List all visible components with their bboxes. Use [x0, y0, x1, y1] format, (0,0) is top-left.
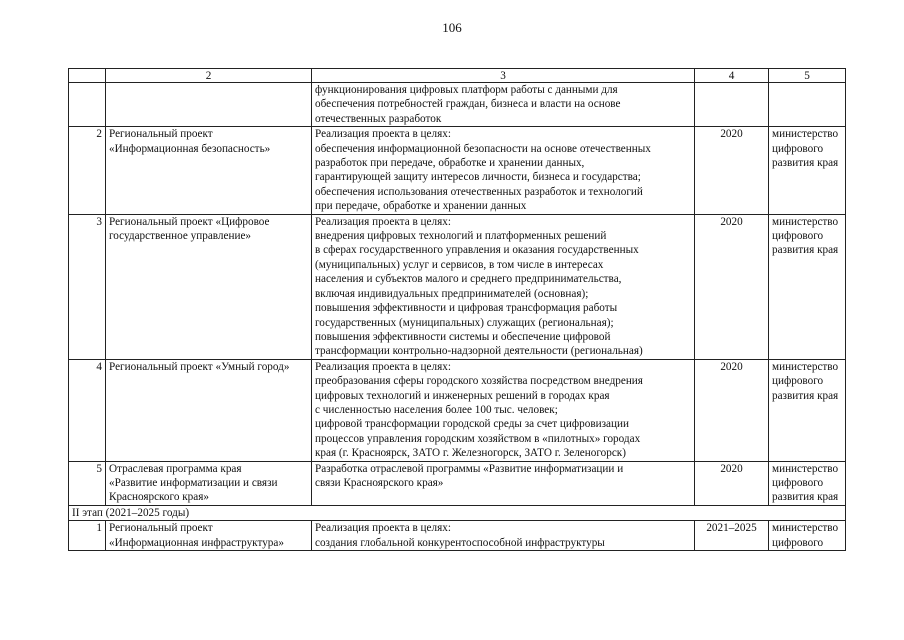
header-cell-1	[69, 69, 106, 83]
project-name-line: Региональный проект	[109, 522, 213, 535]
description-line: внедрения цифровых технологий и платформенных решений	[315, 230, 607, 243]
project-description-cell	[312, 214, 695, 359]
deadline-cell: 2020	[695, 127, 769, 214]
executor-line: развития края	[772, 491, 839, 504]
description-line: разработок при передаче, обработке и хранении данных,	[315, 157, 585, 170]
project-name-cell	[106, 461, 312, 505]
header-cell-5: 5	[769, 69, 846, 83]
row-number-cell: 3	[69, 214, 106, 359]
row-number-cell: 5	[69, 461, 106, 505]
project-name-line: «Развитие информатизации и связи	[109, 476, 278, 489]
description-line: при передаче, обработке и хранении данных	[315, 200, 527, 213]
description-line: отечественных разработок	[315, 112, 442, 125]
executor-line: министерство	[772, 215, 839, 228]
description-line: преобразования сферы городского хозяйства посредством внедрения	[315, 375, 643, 388]
executor-line: министерство	[772, 128, 839, 141]
deadline-cell: 2020	[695, 461, 769, 505]
description-line: в сферах государственного управления и оказания государственных	[315, 244, 639, 257]
header-cell-3: 3	[312, 69, 695, 83]
stage-title: II этап (2021–2025 годы)	[69, 505, 846, 520]
row-number-cell: 4	[69, 359, 106, 461]
executor-line: развития края	[772, 244, 839, 257]
project-name-line: Отраслевая программа края	[109, 462, 242, 475]
project-name-cell	[106, 214, 312, 359]
executor-cell	[769, 214, 846, 359]
description-line: Реализация проекта в целях:	[315, 215, 451, 228]
executor-line: министерство	[772, 360, 839, 373]
table-row	[69, 521, 846, 551]
deadline-cell: 2021–2025	[695, 521, 769, 551]
description-line: цифровой трансформации городской среды за счет цифровизации	[315, 418, 629, 431]
header-cell-2: 2	[106, 69, 312, 83]
executor-line: министерство	[772, 462, 839, 475]
project-name-cell	[106, 127, 312, 214]
description-line: создания глобальной конкурентоспособной инфраструктуры	[315, 536, 605, 549]
description-line: трансформации контрольно-надзорной деятельности (региональная)	[315, 345, 643, 358]
description-line: (муниципальных) услуг и сервисов, в том числе в интересах	[315, 258, 604, 271]
project-name-line: Региональный проект	[109, 128, 213, 141]
description-line: гарантирующей защиту интересов личности, бизнеса и государства;	[315, 171, 641, 184]
project-name-line: Красноярского края»	[109, 491, 209, 504]
description-line: обеспечения использования отечественных разработок и технологий	[315, 185, 643, 198]
project-description-cell	[312, 83, 695, 127]
executor-line: развития края	[772, 157, 839, 170]
executor-line: цифрового	[772, 476, 824, 489]
description-line: связи Красноярского края»	[315, 476, 444, 489]
row-number-cell	[69, 83, 106, 127]
executor-line: цифрового	[772, 536, 824, 549]
project-name-line: государственное управление»	[109, 230, 252, 243]
page-number: 106	[442, 20, 462, 35]
executor-line: министерство	[772, 522, 839, 535]
description-line: цифровых технологий и инженерных решений в городах края	[315, 389, 610, 402]
project-name-cell	[106, 359, 312, 461]
deadline-cell: 2020	[695, 214, 769, 359]
description-line: Разработка отраслевой программы «Развитие информатизации и	[315, 462, 624, 475]
stage-row	[69, 505, 846, 520]
project-name-cell	[106, 521, 312, 551]
executor-line: цифрового	[772, 142, 824, 155]
table-row	[69, 83, 846, 127]
deadline-cell	[695, 83, 769, 127]
table-row	[69, 461, 846, 505]
project-description-cell	[312, 127, 695, 214]
executor-cell	[769, 127, 846, 214]
table-body	[69, 83, 846, 551]
project-description-cell	[312, 359, 695, 461]
deadline-cell: 2020	[695, 359, 769, 461]
table-row	[69, 214, 846, 359]
project-name-line: Региональный проект «Цифровое	[109, 215, 270, 228]
description-line: с численностью населения более 100 тыс. человек;	[315, 403, 558, 416]
executor-line: цифрового	[772, 375, 824, 388]
description-line: края (г. Красноярск, ЗАТО г. Железногорск, ЗАТО г. Зеленогорск)	[315, 447, 626, 460]
executor-line: цифрового	[772, 230, 824, 243]
description-line: Реализация проекта в целях:	[315, 360, 451, 373]
header-row	[69, 69, 846, 83]
executor-line: развития края	[772, 389, 839, 402]
description-line: процессов управления городским хозяйством в «пилотных» городах	[315, 432, 641, 445]
description-line: Реализация проекта в целях:	[315, 128, 451, 141]
description-line: Реализация проекта в целях:	[315, 522, 451, 535]
table-row	[69, 127, 846, 214]
executor-cell	[769, 521, 846, 551]
project-name-line: «Информационная безопасность»	[109, 142, 271, 155]
executor-cell	[769, 461, 846, 505]
description-line: повышения эффективности и цифровая трансформация работы	[315, 302, 618, 315]
description-line: государственных (муниципальных) служащих (региональная);	[315, 316, 614, 329]
table-row	[69, 359, 846, 461]
description-line: обеспечения информационной безопасности на основе отечественных	[315, 142, 651, 155]
executor-cell	[769, 83, 846, 127]
description-line: обеспечения потребностей граждан, бизнеса и власти на основе	[315, 98, 621, 111]
project-name-line: Региональный проект «Умный город»	[109, 360, 290, 373]
executor-cell	[769, 359, 846, 461]
project-description-cell	[312, 521, 695, 551]
description-line: повышения эффективности системы и обеспечение цифровой	[315, 330, 611, 343]
row-number-cell: 2	[69, 127, 106, 214]
row-number-cell: 1	[69, 521, 106, 551]
description-line: населения и субъектов малого и среднего предпринимательства,	[315, 273, 622, 286]
project-name-cell	[106, 83, 312, 127]
description-line: функционирования цифровых платформ работы с данными для	[315, 84, 618, 96]
description-line: включая индивидуальных предпринимателей (основная);	[315, 287, 589, 300]
header-cell-4: 4	[695, 69, 769, 83]
program-table	[68, 68, 846, 551]
project-name-line: «Информационная инфраструктура»	[109, 536, 284, 549]
project-description-cell	[312, 461, 695, 505]
